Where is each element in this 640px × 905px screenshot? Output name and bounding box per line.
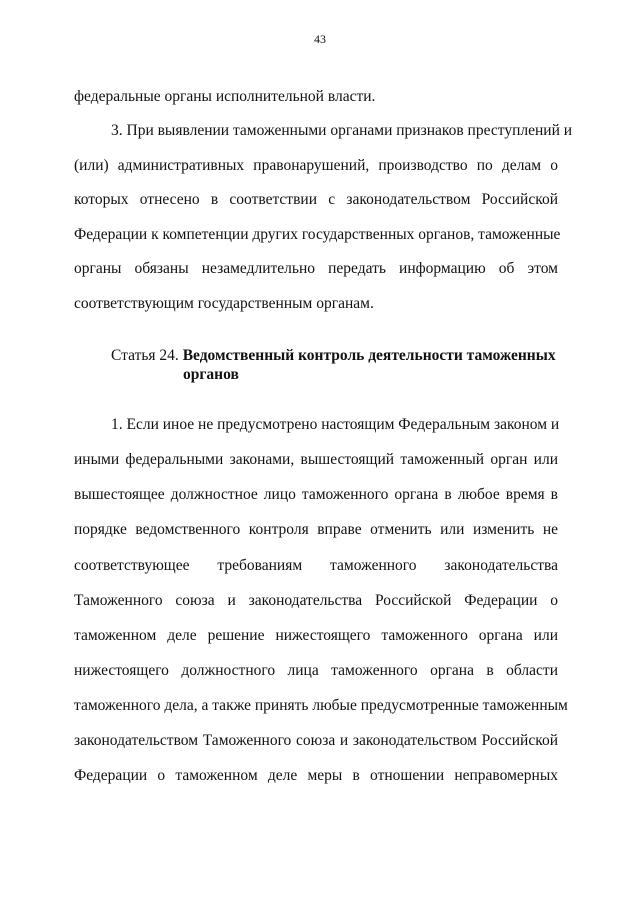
text-line: Федерации к компетенции других государственных органов, таможенные — [74, 226, 561, 243]
text-line: таможенном деле решение нижестоящего таможенного органа или — [74, 627, 558, 644]
text-line: (или) административных правонарушений, производство по делам о — [74, 157, 558, 174]
text-line: вышестоящее должностное лицо таможенного органа в любое время в — [74, 486, 558, 503]
text-line: таможенного дела, а также принять любые предусмотренные таможенным — [74, 697, 568, 714]
article-title: Ведомственный контроль деятельности таможенных — [182, 347, 556, 364]
text-line: Федерации о таможенном деле меры в отношении неправомерных — [74, 767, 558, 784]
text-line: законодательством Таможенного союза и законодательством Российской — [74, 732, 558, 749]
text-line: которых отнесено в соответствии с законодательством Российской — [74, 191, 558, 208]
text-line: Таможенного союза и законодательства Российской Федерации о — [74, 592, 558, 609]
article-label: Статья 24. — [111, 347, 179, 364]
text-line: нижестоящего должностного лица таможенного органа в области — [74, 662, 558, 679]
text-line: соответствующее требованиям таможенного законодательства — [74, 557, 558, 574]
page-number: 43 — [314, 32, 326, 46]
text-line: иными федеральными законами, вышестоящий таможенный орган или — [74, 451, 558, 468]
text-line: порядке ведомственного контроля вправе отменить или изменить не — [74, 521, 558, 538]
article-title-continuation: органов — [183, 366, 239, 383]
article-heading — [111, 346, 571, 383]
text-line: федеральные органы исполнительной власти. — [74, 88, 376, 105]
text-line: 1. Если иное не предусмотрено настоящим Федеральным законом и — [111, 416, 560, 433]
text-line: соответствующим государственным органам. — [74, 295, 374, 312]
text-line: органы обязаны незамедлительно передать информацию об этом — [74, 260, 558, 277]
text-line: 3. При выявлении таможенными органами признаков преступлений и — [111, 122, 573, 139]
